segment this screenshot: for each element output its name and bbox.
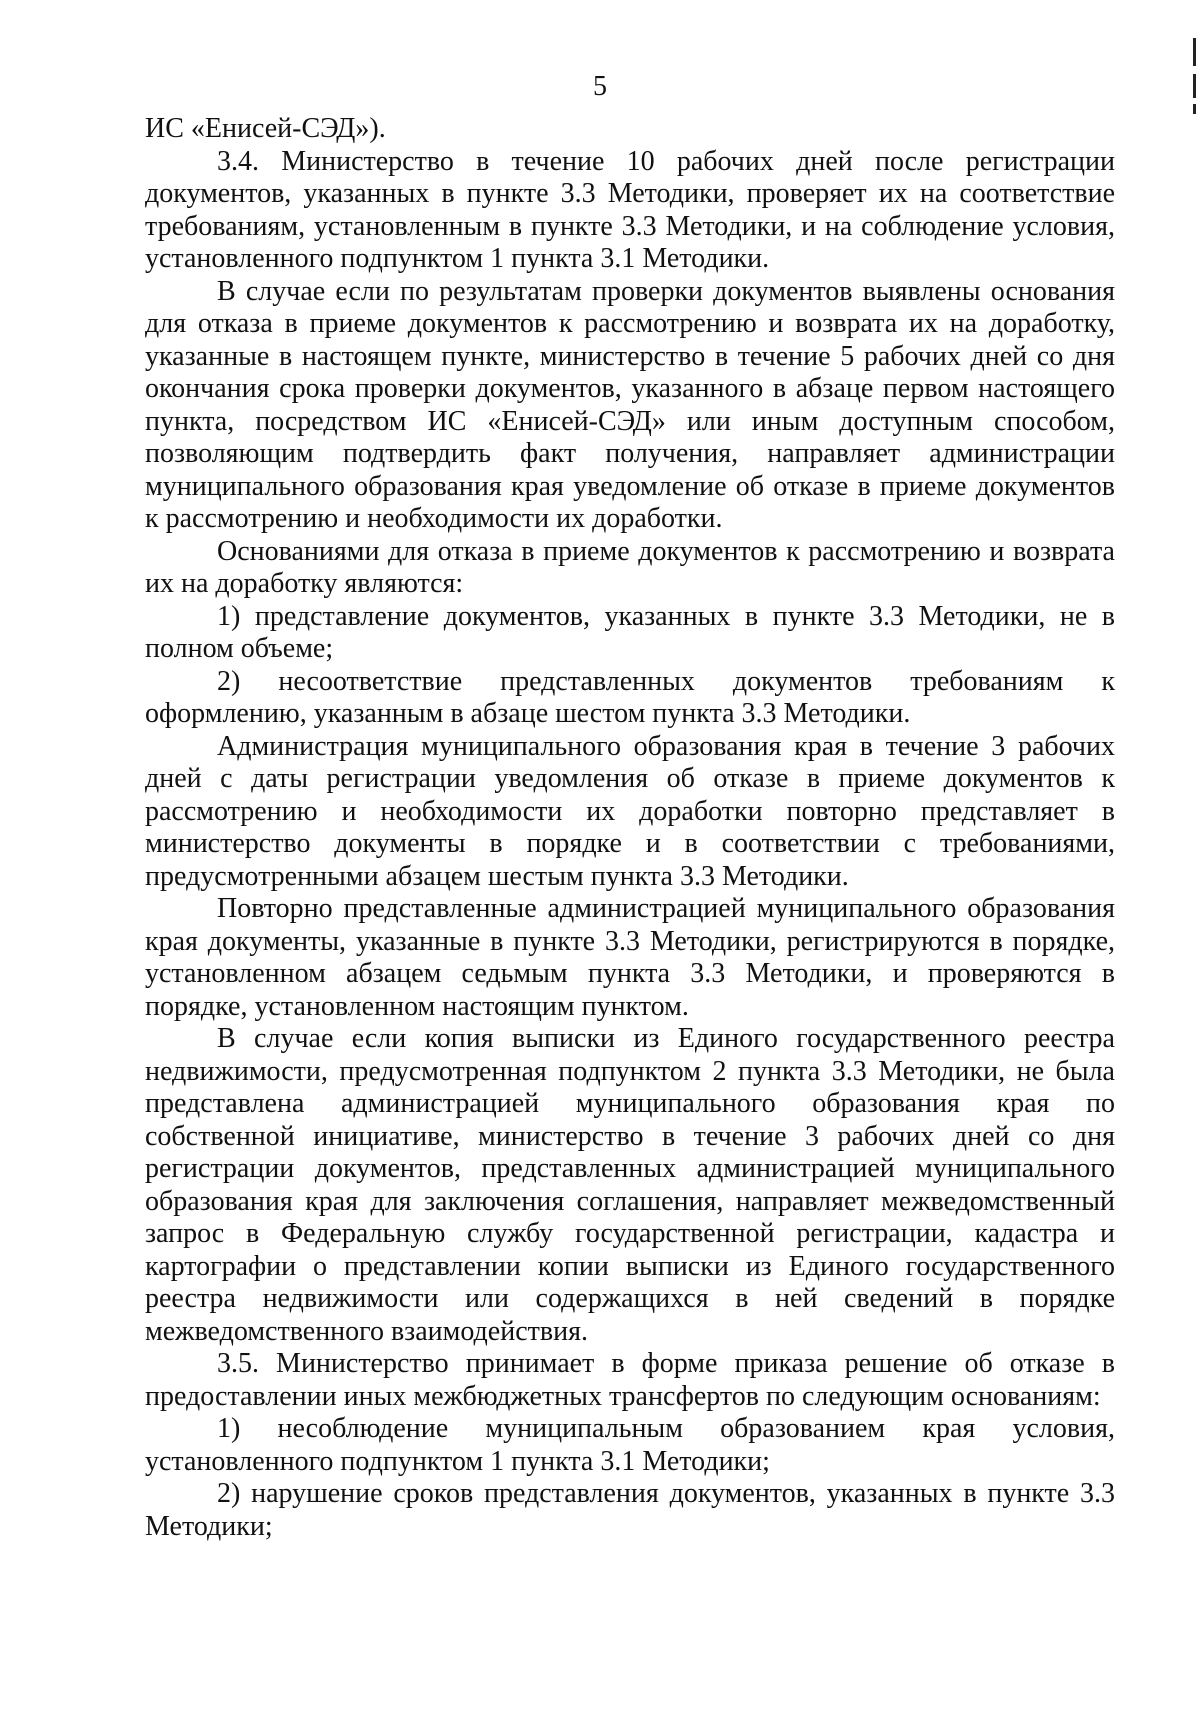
list-item-1: 1) представление документов, указанных в пункте 3.3 Методики, не в полном объеме; <box>145 600 1115 664</box>
paragraph-continuation: ИС «Енисей-СЭД»). <box>145 113 386 144</box>
page-number: 5 <box>593 71 607 102</box>
scan-edge-mark <box>1193 38 1196 66</box>
paragraph-registry-extract: В случае если копия выписки из Единого государственного реестра недвижимости, предусмотренная подпунктом 2 пункта 3.3 Методики, не была представлена администрацией муниципального образования края по собственной инициативе, министерство в течение 3 рабочих дней со дня регистрации документов, представленных администрацией муниципального образования края для заключения соглашения, направляет межведомственный запрос в Федеральную службу государственной регистрации, кадастра и картографии о представлении копии выписки из Единого государственного реестра недвижимости или содержащихся в ней сведений в порядке межведомственного взаимодействия. <box>145 1023 1115 1347</box>
paragraph-resubmitted-docs: Повторно представленные администрацией муниципального образования края документы, указанные в пункте 3.3 Методики, регистрируются в порядке, установленном абзацем седьмым пункта 3.3 Методики, и проверяются в порядке, установленном настоящим пунктом. <box>145 893 1115 1022</box>
list-item-2: 2) несоответствие представленных документов требованиям к оформлению, указанным в абзаце шестом пункта 3.3 Методики. <box>145 665 1115 729</box>
paragraph-3-5: 3.5. Министерство принимает в форме приказа решение об отказе в предоставлении иных межбюджетных трансфертов по следующим основаниям: <box>145 1348 1115 1412</box>
document-body <box>145 113 1115 1543</box>
paragraph-refusal-case: В случае если по результатам проверки документов выявлены основания для отказа в приеме документов к рассмотрению и возврата их на доработку, указанные в настоящем пункте, министерство в течение 5 рабочих дней со дня окончания срока проверки документов, указанного в абзаце первом настоящего пункта, посредством ИС «Енисей-СЭД» или иным доступным способом, позволяющим подтвердить факт получения, направляет администрации муниципального образования края уведомление об отказе в приеме документов к рассмотрению и необходимости их доработки. <box>145 275 1115 534</box>
list-item-3-5-2: 2) нарушение сроков представления документов, указанных в пункте 3.3 Методики; <box>145 1478 1115 1542</box>
paragraph-refusal-grounds: Основаниями для отказа в приеме документов к рассмотрению и возврата их на доработку являются: <box>145 535 1115 599</box>
list-item-3-5-1: 1) несоблюдение муниципальным образованием края условия, установленного подпунктом 1 пункта 3.1 Методики; <box>145 1413 1115 1477</box>
paragraph-3-4: 3.4. Министерство в течение 10 рабочих дней после регистрации документов, указанных в пункте 3.3 Методики, проверяет их на соответствие требованиям, установленным в пункте 3.3 Методики, и на соблюдение условия, установленного подпунктом 1 пункта 3.1 Методики. <box>145 145 1115 274</box>
paragraph-resubmission: Администрация муниципального образования края в течение 3 рабочих дней с даты регистрации уведомления об отказе в приеме документов к рассмотрению и необходимости их доработки повторно представляет в министерство документы в порядке и в соответствии с требованиями, предусмотренными абзацем шестым пункта 3.3 Методики. <box>145 730 1115 892</box>
scan-edge-mark <box>1193 104 1196 114</box>
